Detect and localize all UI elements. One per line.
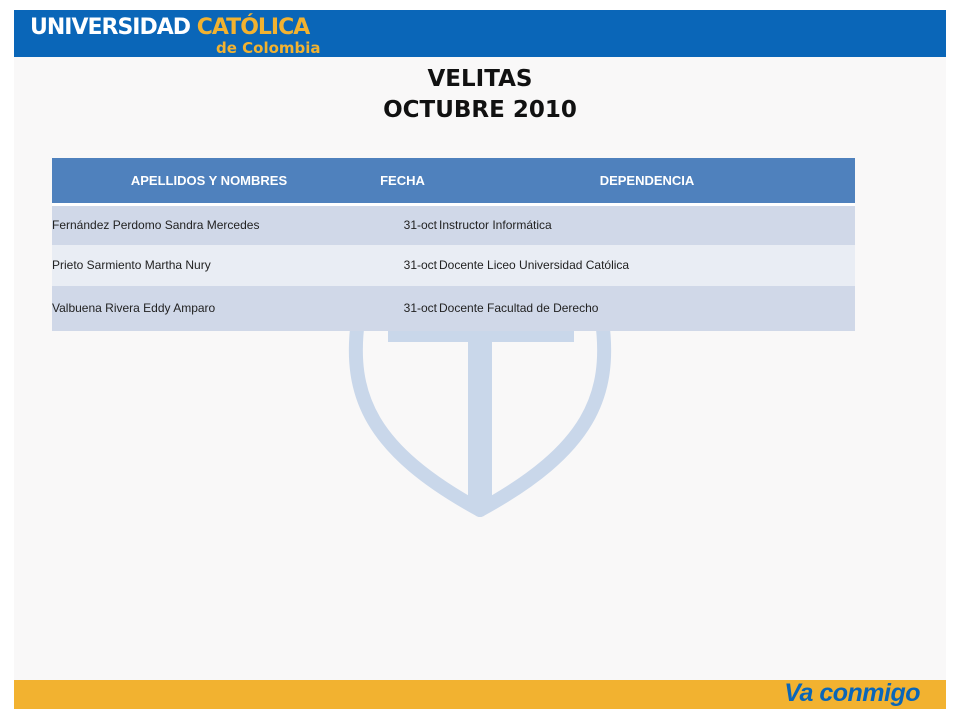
cell-department: Instructor Informática — [439, 205, 855, 245]
cell-date: 31-oct — [366, 245, 439, 286]
column-header-date: FECHA — [366, 158, 439, 205]
cell-department: Docente Facultad de Derecho — [439, 286, 855, 331]
velitas-table — [52, 158, 855, 331]
slogan: Va conmigo — [784, 679, 920, 707]
logo-title — [30, 14, 309, 42]
cell-name: Prieto Sarmiento Martha Nury — [52, 245, 366, 286]
logo-catolica: CATÓLICA — [196, 15, 310, 40]
cell-date: 31-oct — [366, 205, 439, 245]
column-header-department: DEPENDENCIA — [439, 158, 855, 205]
table-row — [52, 245, 855, 286]
column-header-names: APELLIDOS Y NOMBRES — [52, 158, 366, 205]
university-logo — [30, 14, 350, 58]
cell-date: 31-oct — [366, 286, 439, 331]
anchor-watermark-icon — [340, 300, 630, 520]
cell-name: Valbuena Rivera Eddy Amparo — [52, 286, 366, 331]
logo-subtitle: de Colombia — [216, 39, 321, 57]
logo-universidad: UNIVERSIDAD — [30, 15, 191, 40]
cell-name: Fernández Perdomo Sandra Mercedes — [52, 205, 366, 245]
table-header-row — [52, 158, 855, 205]
table-row — [52, 205, 855, 245]
table-row — [52, 286, 855, 331]
title-line-2: OCTUBRE 2010 — [383, 97, 577, 123]
title-line-1: VELITAS — [427, 66, 533, 92]
cell-department: Docente Liceo Universidad Católica — [439, 245, 855, 286]
page-title — [14, 64, 946, 126]
